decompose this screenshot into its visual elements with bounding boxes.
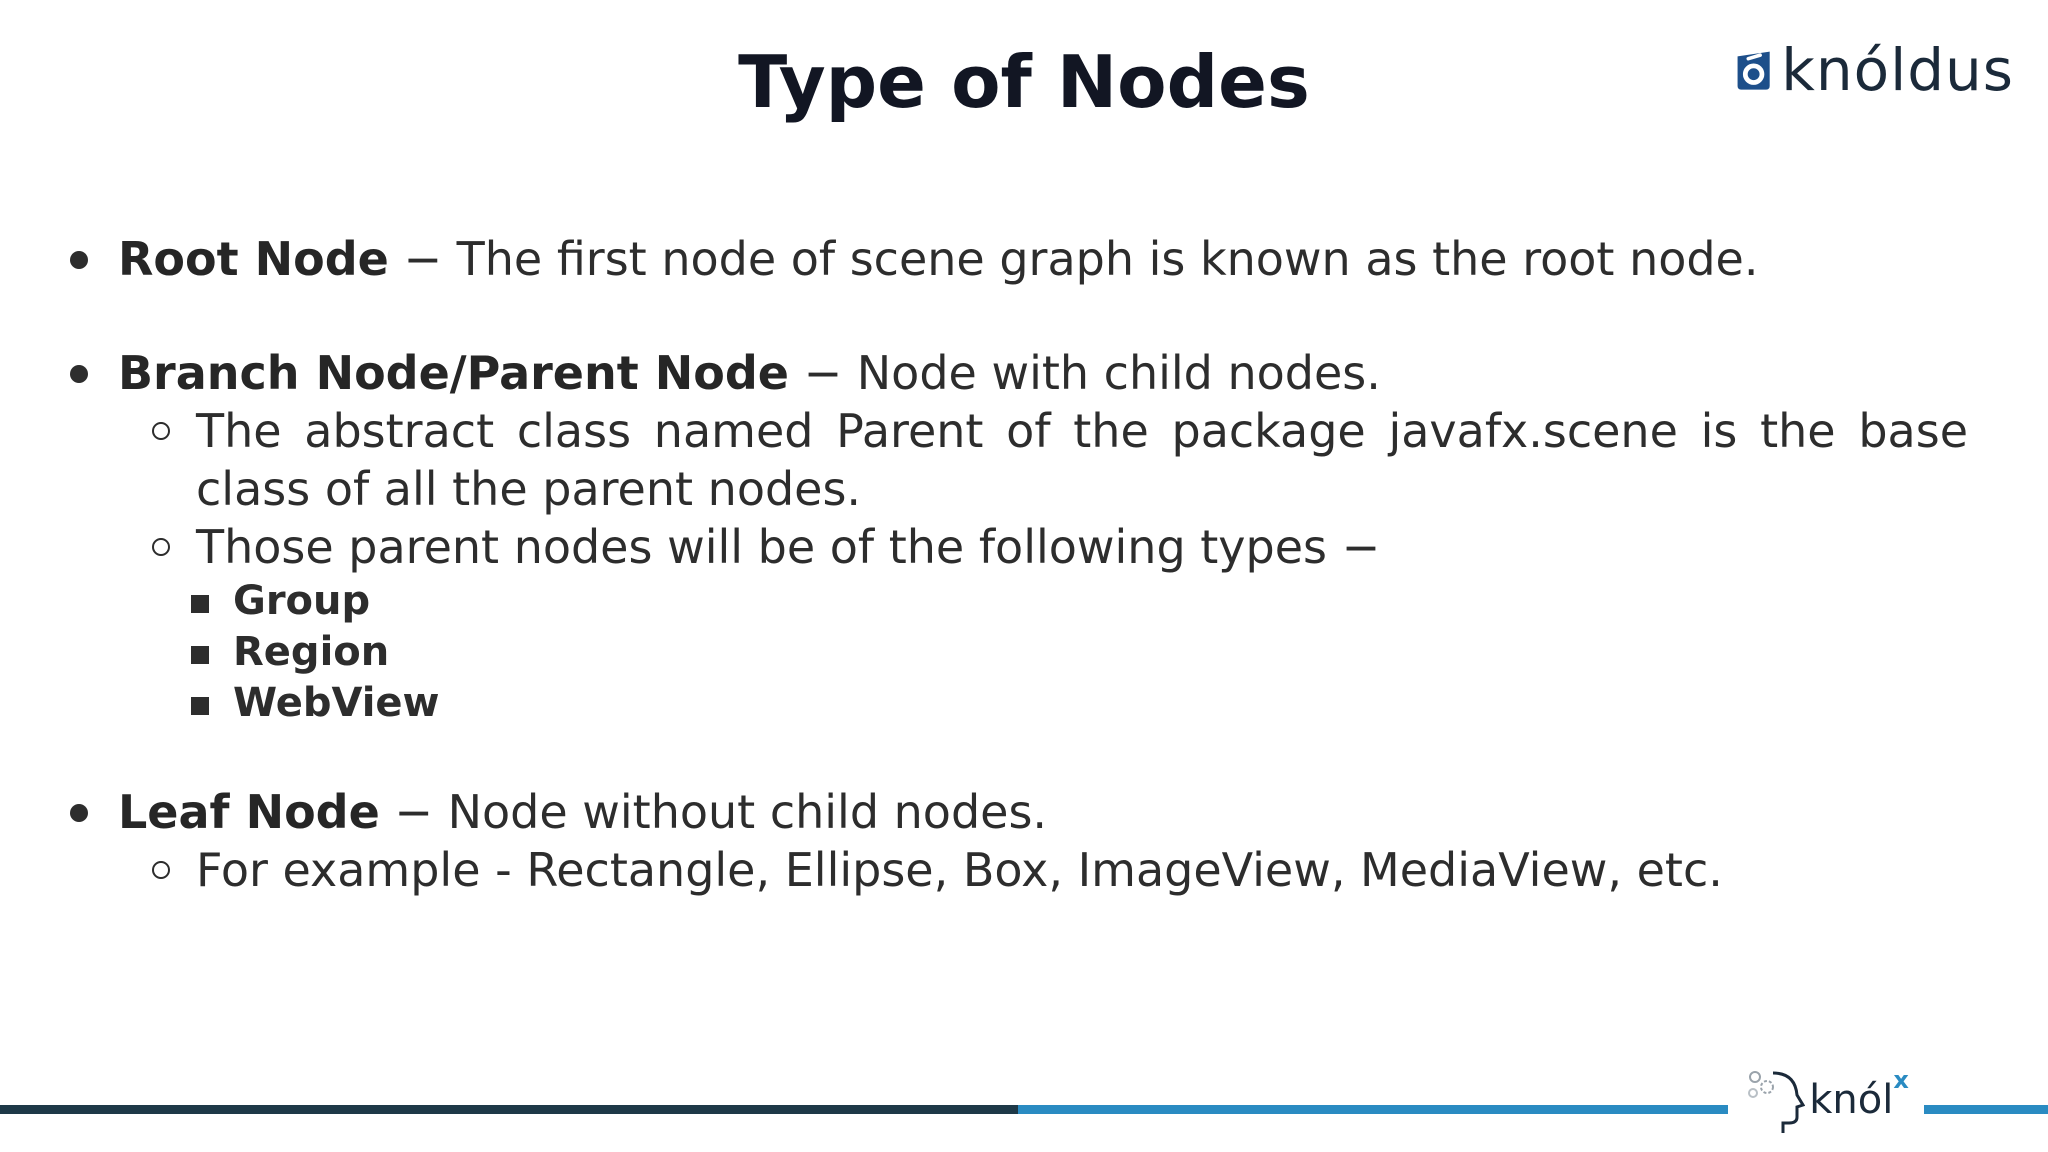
bullet-term: Leaf Node — [118, 785, 380, 839]
type-item — [70, 576, 1970, 627]
sub-bullet — [70, 402, 1968, 518]
sub-bullet-text: Those parent nodes will be of the following types − — [196, 520, 1381, 574]
bullet-text: − The first node of scene graph is known as the root node. — [388, 232, 1759, 286]
bullet-dot-icon — [70, 251, 88, 269]
square-bullet-icon — [191, 595, 209, 613]
circle-bullet-icon — [152, 861, 170, 879]
bullet-term: Branch Node/Parent Node — [118, 346, 789, 400]
type-item — [70, 627, 1970, 678]
type-item-text: Group — [233, 578, 371, 624]
sub-bullet — [70, 518, 1968, 576]
circle-bullet-icon — [152, 422, 170, 440]
bullet-root-node — [70, 230, 1970, 288]
type-item-text: Region — [233, 629, 390, 675]
knolx-sup: x — [1893, 1066, 1909, 1094]
bullet-leaf-node — [70, 783, 1970, 841]
bullet-term: Root Node — [118, 232, 389, 286]
type-item — [70, 678, 1970, 729]
bullet-text: − Node with child nodes. — [788, 346, 1381, 400]
knolx-wordmark: knól — [1809, 1077, 1894, 1123]
slide-title: Type of Nodes — [738, 40, 1310, 124]
square-bullet-icon — [191, 697, 209, 715]
type-item-text: WebView — [233, 680, 440, 726]
knoldus-wordmark: knóldus — [1781, 36, 2014, 104]
bullet-dot-icon — [70, 804, 88, 822]
knoldus-logo — [1734, 30, 2014, 110]
circle-bullet-icon — [152, 538, 170, 556]
knoldus-mark-icon — [1734, 37, 1773, 103]
bullet-dot-icon — [70, 365, 88, 383]
sub-bullet-text: For example - Rectangle, Ellipse, Box, ImageView, MediaView, etc. — [196, 843, 1723, 897]
sub-bullet — [70, 841, 1968, 899]
footer-bar-dark — [0, 1105, 1018, 1114]
head-gears-icon — [1743, 1065, 1805, 1135]
bullet-text: − Node without child nodes. — [379, 785, 1048, 839]
slide-content — [70, 230, 1970, 899]
square-bullet-icon — [191, 646, 209, 664]
sub-bullet-text: The abstract class named Parent of the package javafx.scene is the base class of all the parent nodes. — [196, 404, 1968, 516]
bullet-branch-node — [70, 344, 1970, 402]
knolx-logo — [1728, 1048, 1924, 1152]
